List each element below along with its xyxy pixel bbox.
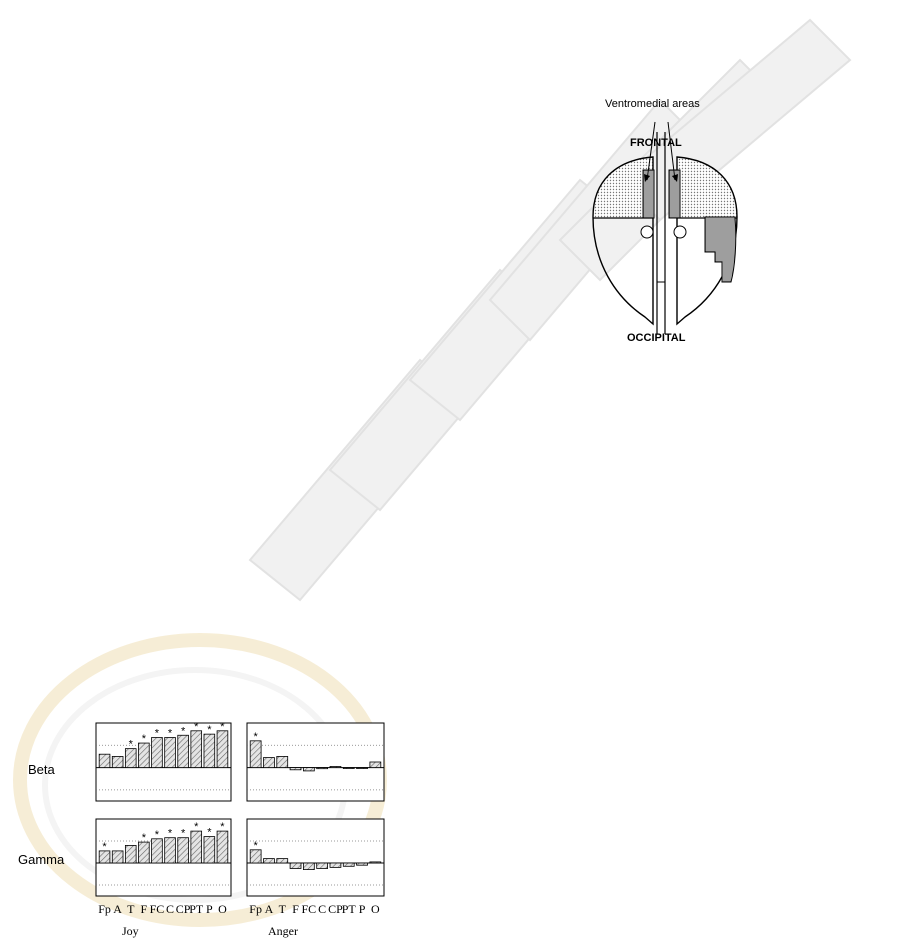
chart-panel-gamma-anger (247, 819, 384, 896)
bar-a (263, 758, 274, 768)
tick-label: FC (301, 902, 317, 916)
tick-label: Fp (249, 902, 262, 916)
bar-fc (152, 737, 163, 767)
significance-star: * (167, 827, 173, 840)
significance-star: * (220, 720, 225, 733)
ventromedial-areas-label: Ventromedial areas (605, 98, 700, 110)
tick-label: T (127, 902, 135, 916)
row-label-gamma: Gamma (18, 852, 65, 867)
bar-o (217, 831, 228, 863)
tick-label: A (113, 902, 122, 916)
tick-label: P (358, 902, 366, 916)
tick-label: CP (328, 902, 343, 916)
significance-star: * (220, 821, 225, 834)
bar-f (290, 863, 301, 869)
bar-cp (178, 735, 189, 767)
bar-fc (303, 768, 314, 771)
bar-o (370, 862, 381, 863)
significance-star: * (154, 727, 160, 740)
tick-label: PT (341, 902, 356, 916)
chart-panel-gamma-joy (96, 819, 231, 896)
bar-a (112, 851, 123, 863)
significance-star: * (194, 821, 199, 834)
bar-a (263, 859, 274, 863)
bar-t (125, 749, 136, 768)
bar-fp (250, 741, 261, 768)
bar-o (370, 762, 381, 768)
significance-star: * (207, 724, 212, 737)
tick-label: Fp (98, 902, 111, 916)
tick-label: P (206, 902, 213, 916)
tick-label: CP (175, 902, 191, 916)
bar-o (217, 731, 228, 768)
tick-label: O (218, 902, 227, 916)
tick-label: FC (149, 902, 165, 916)
significance-star: * (141, 733, 146, 746)
bar-c (165, 838, 176, 863)
chart-frame (247, 819, 384, 896)
occipital-label: OCCIPITAL (627, 332, 686, 344)
bar-f (138, 743, 149, 768)
bar-fc (303, 863, 314, 870)
bar-c (317, 768, 328, 769)
tick-label: C (318, 902, 327, 916)
tick-label: A (264, 902, 274, 916)
row-label-beta: Beta (28, 762, 55, 777)
significance-star: * (194, 720, 199, 733)
tick-label: O (371, 902, 380, 916)
significance-star: * (253, 730, 258, 743)
significance-star: * (141, 832, 146, 845)
bar-c (165, 737, 176, 767)
bar-c (317, 863, 328, 869)
tick-label: F (292, 902, 299, 916)
tick-label: T (278, 902, 286, 916)
bar-pt (191, 831, 202, 863)
bar-p (204, 837, 215, 863)
chart-panel-beta-joy (96, 721, 231, 801)
bar-fp (99, 754, 110, 767)
significance-star: * (128, 738, 133, 751)
bar-pt (343, 768, 354, 769)
tick-label: PT (189, 902, 204, 916)
bar-f (290, 768, 301, 770)
bar-pt (343, 863, 354, 866)
condition-label-joy: Joy (122, 924, 139, 938)
significance-star: * (253, 839, 258, 852)
chart-panel-beta-anger (247, 723, 384, 801)
significance-star: * (154, 828, 160, 841)
tick-label: C (166, 902, 175, 916)
significance-star: * (207, 826, 212, 839)
condition-label-anger: Anger (268, 924, 298, 938)
frontal-label: FRONTAL (630, 137, 682, 149)
significance-star: * (102, 840, 107, 853)
bar-cp (330, 863, 341, 867)
bar-pt (191, 731, 202, 768)
bar-p (357, 768, 368, 769)
bar-f (138, 842, 149, 863)
bar-fc (152, 839, 163, 863)
significance-star: * (181, 725, 186, 738)
bar-t (277, 756, 288, 767)
bar-a (112, 756, 123, 767)
tick-label: F (140, 902, 148, 916)
significance-star: * (181, 827, 186, 840)
bar-cp (178, 838, 189, 863)
significance-star: * (167, 727, 173, 740)
bar-cp (330, 766, 341, 767)
bar-p (204, 734, 215, 767)
bar-t (277, 859, 288, 863)
bar-p (357, 863, 368, 865)
bar-t (125, 845, 136, 863)
